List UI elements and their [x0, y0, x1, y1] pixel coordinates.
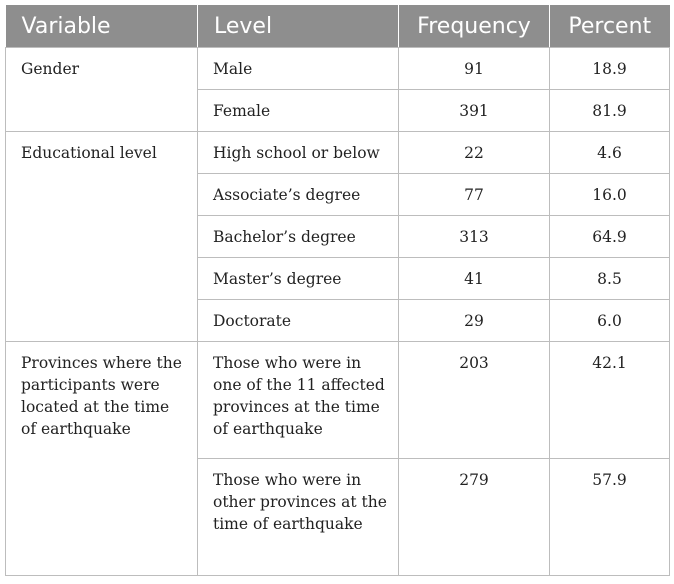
level-cell: Female — [198, 90, 399, 132]
table-row — [6, 132, 670, 174]
frequency-cell: 313 — [399, 216, 550, 258]
percent-cell: 57.9 — [550, 459, 670, 576]
table-row — [6, 342, 670, 459]
frequency-cell: 203 — [399, 342, 550, 459]
percent-cell: 6.0 — [550, 300, 670, 342]
percent-cell: 64.9 — [550, 216, 670, 258]
variable-gender: Gender — [6, 48, 198, 132]
frequency-cell: 279 — [399, 459, 550, 576]
header-frequency: Frequency — [399, 5, 550, 48]
level-cell: Bachelor’s degree — [198, 216, 399, 258]
percent-cell: 4.6 — [550, 132, 670, 174]
level-cell: Those who were in one of the 11 affected provinces at the time of earthquake — [198, 342, 399, 459]
header-variable: Variable — [6, 5, 198, 48]
variable-education: Educational level — [6, 132, 198, 342]
frequency-cell: 41 — [399, 258, 550, 300]
level-cell: Those who were in other provinces at the time of earthquake — [198, 459, 399, 576]
percent-cell: 18.9 — [550, 48, 670, 90]
percent-cell: 8.5 — [550, 258, 670, 300]
percent-cell: 42.1 — [550, 342, 670, 459]
frequency-cell: 22 — [399, 132, 550, 174]
table-header — [6, 5, 670, 48]
frequency-cell: 391 — [399, 90, 550, 132]
level-cell: Doctorate — [198, 300, 399, 342]
table-row — [6, 48, 670, 90]
header-percent: Percent — [550, 5, 670, 48]
variable-provinces: Provinces where the participants were located at the time of earthquake — [6, 342, 198, 576]
level-cell: Male — [198, 48, 399, 90]
percent-cell: 16.0 — [550, 174, 670, 216]
level-cell: Master’s degree — [198, 258, 399, 300]
frequency-cell: 77 — [399, 174, 550, 216]
frequency-cell: 29 — [399, 300, 550, 342]
table-body — [6, 48, 670, 576]
demographics-table — [5, 5, 670, 576]
level-cell: Associate’s degree — [198, 174, 399, 216]
frequency-cell: 91 — [399, 48, 550, 90]
header-level: Level — [198, 5, 399, 48]
level-cell: High school or below — [198, 132, 399, 174]
header-row — [6, 5, 670, 48]
percent-cell: 81.9 — [550, 90, 670, 132]
